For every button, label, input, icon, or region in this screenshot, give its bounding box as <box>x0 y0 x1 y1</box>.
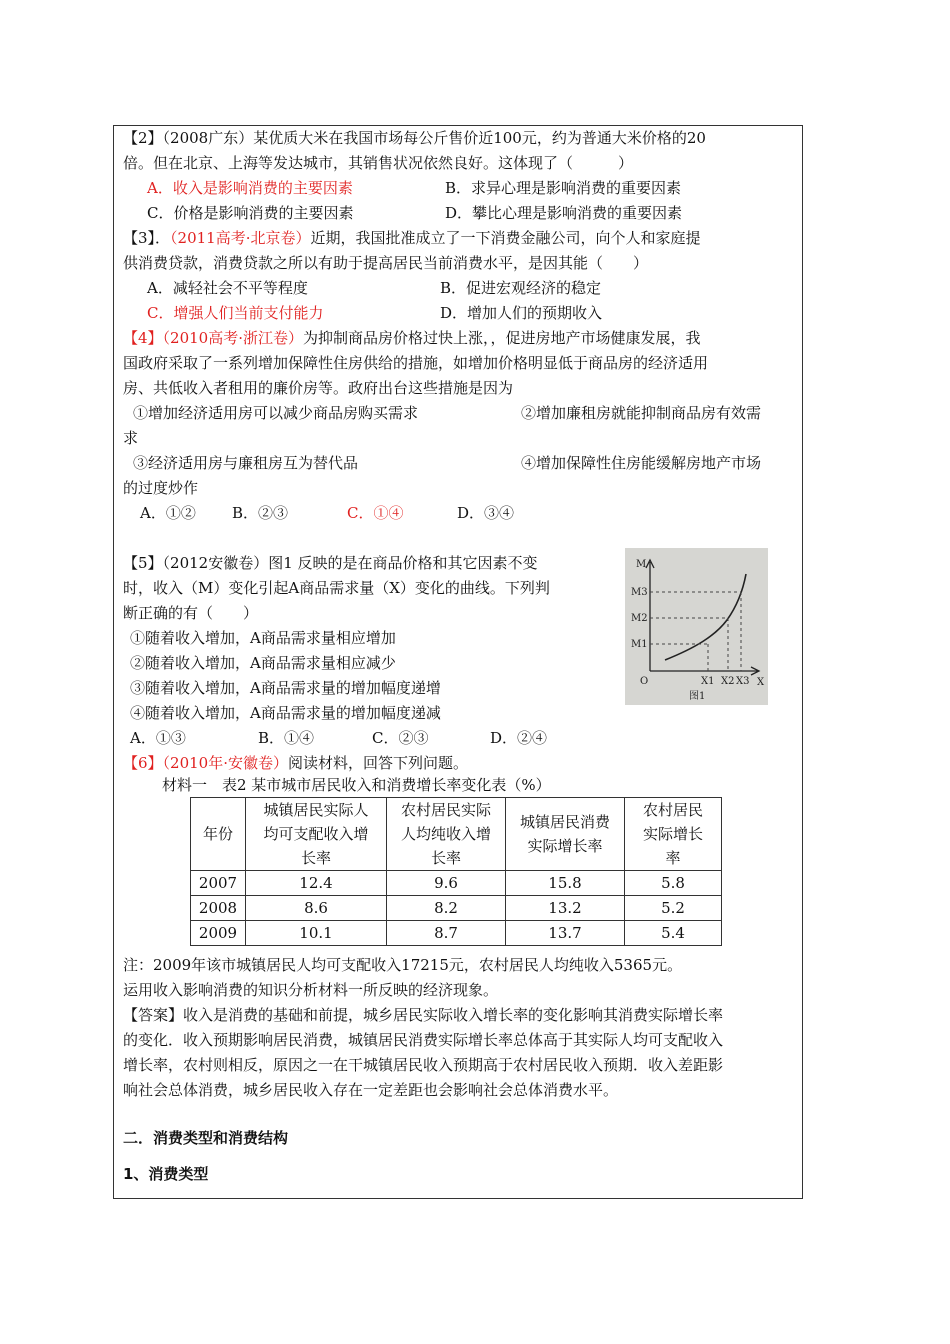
q4-item-1: ①增加经济适用房可以减少商品房购买需求 <box>133 404 419 422</box>
q4-item-4-cont: 的过度炒作 <box>123 479 199 497</box>
q2-line1: 【2】（2008广东）某优质大米在我国市场每公斤售价近100元，约为普通大米价格的20 <box>123 129 706 147</box>
table-header-row <box>191 798 722 871</box>
header-rural-income: 农村居民实际 人均纯收入增 长率 <box>387 798 506 871</box>
q3-option-c: C．增强人们当前支付能力 <box>147 304 324 322</box>
q4-option-c: C．①④ <box>347 504 404 522</box>
q2-option-a: A．收入是影响消费的主要因素 <box>147 179 353 197</box>
header-urban-income: 城镇居民实际人 均可支配收入增 长率 <box>246 798 387 871</box>
table-row <box>191 896 722 921</box>
q5-option-d: D．②④ <box>490 729 548 747</box>
header-rural-growth: 农村居民 实际增长 率 <box>625 798 722 871</box>
x1-label: X1 <box>701 676 715 687</box>
section-heading: 二．消费类型和消费结构 <box>123 1129 289 1147</box>
q3-option-a: A．减轻社会不平等程度 <box>147 279 308 297</box>
origin-label: O <box>640 676 649 687</box>
q6-line1: 【6】（2010年·安徽卷）阅读材料，回答下列问题。 <box>123 754 469 772</box>
q5-item-1: ①随着收入增加，A商品需求量相应增加 <box>130 629 396 647</box>
q5-line2: 时，收入（M）变化引起A商品需求量（X）变化的曲线。下列判 <box>123 579 550 597</box>
q5-item-2: ②随着收入增加，A商品需求量相应减少 <box>130 654 396 672</box>
table-row <box>191 921 722 946</box>
m1-label: M1 <box>631 639 648 650</box>
figure-caption: 图1 <box>689 691 706 702</box>
table-cell: 13.2 <box>506 896 625 921</box>
q3-line1: 【3】．（2011高考·北京卷）近期，我国批准成立了一下消费金融公司，向个人和家庭提 <box>123 229 701 247</box>
income-demand-figure <box>625 548 768 705</box>
q5-option-a: A．①③ <box>130 729 186 747</box>
q4-option-b: B．②③ <box>232 504 289 522</box>
q3-option-d: D．增加人们的预期收入 <box>440 304 603 322</box>
q4-item-2-cont: 求 <box>123 429 139 447</box>
table-cell: 2008 <box>191 896 246 921</box>
table-cell: 5.8 <box>625 871 722 896</box>
income-demand-curve <box>665 574 746 660</box>
figure-svg <box>625 548 768 705</box>
q6-answer-line3: 增长率，农村则相反，原因之一在干城镇居民收入预期高于农村居民收入预期．收入差距影 <box>123 1056 724 1074</box>
q5-item-4: ④随着收入增加，A商品需求量的增加幅度递减 <box>130 704 441 722</box>
q6-table-title: 材料一 表2 某市城市居民收入和消费增长率变化表（%） <box>162 776 551 794</box>
table-row <box>191 871 722 896</box>
table-cell: 10.1 <box>246 921 387 946</box>
income-consumption-table <box>190 797 722 946</box>
m2-label: M2 <box>631 613 648 624</box>
q5-option-c: C．②③ <box>372 729 429 747</box>
table-cell: 2007 <box>191 871 246 896</box>
subsection-heading: 1、消费类型 <box>123 1165 209 1183</box>
table-cell: 13.7 <box>506 921 625 946</box>
x3-label: X3 <box>736 676 750 687</box>
q2-option-d: D．攀比心理是影响消费的重要因素 <box>445 204 683 222</box>
q5-item-3: ③随着收入增加，A商品需求量的增加幅度递增 <box>130 679 441 697</box>
q5-line1: 【5】（2012安徽卷）图1 反映的是在商品价格和其它因素不变 <box>123 554 538 572</box>
table-cell: 12.4 <box>246 871 387 896</box>
q2-option-c: C．价格是影响消费的主要因素 <box>147 204 354 222</box>
table-cell: 8.7 <box>387 921 506 946</box>
q4-item-4: ④增加保障性住房能缓解房地产市场 <box>521 454 762 472</box>
table-cell: 5.2 <box>625 896 722 921</box>
x-axis-label: X <box>757 677 765 688</box>
q4-line3: 房、共低收入者租用的廉价房等。政府出台这些措施是因为 <box>123 379 514 397</box>
q6-question: 运用收入影响消费的知识分析材料一所反映的经济现象。 <box>123 981 499 999</box>
q6-answer-line1: 【答案】收入是消费的基础和前提，城乡居民实际收入增长率的变化影响其消费实际增长率 <box>123 1006 724 1024</box>
q4-line2: 国政府采取了一系列增加保障性住房供给的措施，如增加价格明显低于商品房的经济适用 <box>123 354 709 372</box>
q4-item-3: ③经济适用房与廉租房互为替代品 <box>133 454 359 472</box>
table-cell: 8.2 <box>387 896 506 921</box>
q2-option-b: B．求异心理是影响消费的重要因素 <box>445 179 682 197</box>
table-cell: 9.6 <box>387 871 506 896</box>
y-axis-label: M <box>636 559 647 570</box>
x2-label: X2 <box>721 676 735 687</box>
q4-line1: 【4】（2010高考·浙江卷）为抑制商品房价格过快上涨，，促进房地产市场健康发展，我 <box>123 329 701 347</box>
m3-label: M3 <box>631 587 648 598</box>
header-year: 年份 <box>191 798 246 871</box>
q5-option-b: B．①④ <box>258 729 315 747</box>
table-cell: 2009 <box>191 921 246 946</box>
q3-option-b: B．促进宏观经济的稳定 <box>440 279 602 297</box>
q5-line3: 断正确的有（ ） <box>123 604 259 622</box>
header-urban-consumption: 城镇居民消费 实际增长率 <box>506 798 625 871</box>
q6-answer-line2: 的变化．收入预期影响居民消费，城镇居民消费实际增长率总体高于其实际人均可支配收入 <box>123 1031 724 1049</box>
q4-item-2: ②增加廉租房就能抑制商品房有效需 <box>521 404 762 422</box>
q6-answer-line4: 响社会总体消费，城乡居民收入存在一定差距也会影响社会总体消费水平。 <box>123 1081 619 1099</box>
q3-line2: 供消费贷款，消费贷款之所以有助于提高居民当前消费水平，是因其能（ ） <box>123 254 649 272</box>
q4-option-a: A．①② <box>140 504 196 522</box>
table-cell: 15.8 <box>506 871 625 896</box>
q2-line2: 倍。但在北京、上海等发达城市，其销售状况依然良好。这体现了（ ） <box>123 154 634 172</box>
table-cell: 8.6 <box>246 896 387 921</box>
q6-note: 注：2009年该市城镇居民人均可支配收入17215元，农村居民人均纯收入5365元。 <box>123 956 683 974</box>
table-cell: 5.4 <box>625 921 722 946</box>
q4-option-d: D．③④ <box>457 504 515 522</box>
